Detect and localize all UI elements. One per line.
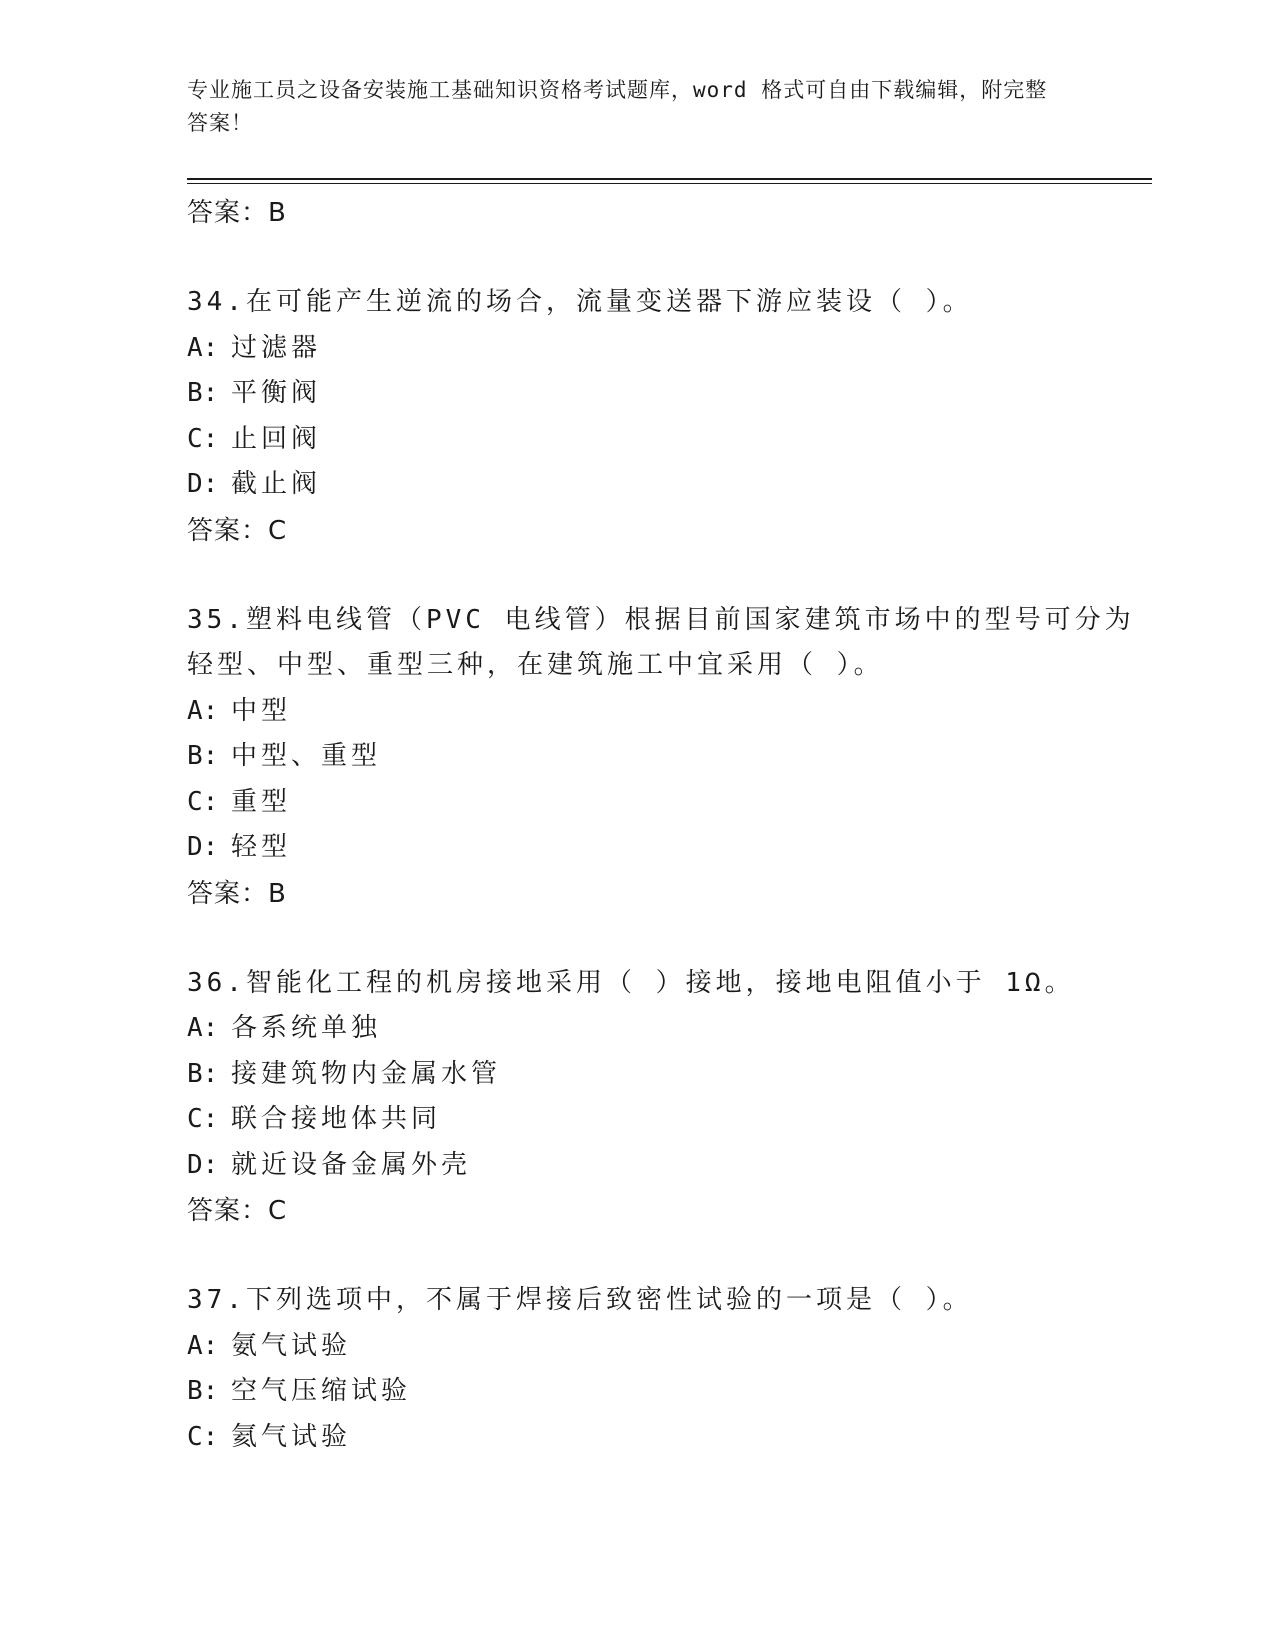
question-block	[187, 961, 1137, 1235]
option-text: 中型、重型	[231, 741, 382, 771]
option-text: 氦气试验	[231, 1421, 352, 1452]
question-list	[187, 190, 1137, 1460]
option-text: 氨气试验	[231, 1330, 352, 1361]
option-letter: B:	[187, 378, 219, 408]
option-item	[187, 1006, 1137, 1052]
spacer	[187, 236, 1137, 280]
question-text: 35.塑料电线管（PVC 电线管）根据目前国家建筑市场中的型号可分为	[187, 604, 1135, 635]
answer-line: 答案：C	[187, 1196, 288, 1226]
question-block	[187, 1278, 1137, 1460]
option-text: 截止阀	[231, 469, 322, 499]
option-letter: B:	[187, 741, 219, 771]
answer-line: 答案：B	[187, 878, 287, 909]
option-letter: A:	[187, 1013, 219, 1043]
option-item	[187, 1143, 1137, 1189]
question-text: 34.在可能产生逆流的场合，流量变送器下游应装设（ ）。	[187, 287, 973, 317]
option-item	[187, 734, 1137, 780]
header-divider-thin	[187, 183, 1152, 184]
option-text: 中型	[231, 695, 292, 726]
spacer	[187, 554, 1137, 598]
option-letter: D:	[187, 1149, 219, 1180]
option-item	[187, 417, 1137, 463]
question-block	[187, 598, 1137, 917]
option-item	[187, 825, 1137, 871]
option-letter: C:	[187, 1421, 219, 1452]
option-letter: C:	[187, 1104, 219, 1134]
answer-line: 答案：C	[187, 515, 288, 546]
option-item	[187, 326, 1137, 372]
option-text: 空气压缩试验	[231, 1376, 412, 1406]
option-text: 接建筑物内金属水管	[231, 1058, 502, 1089]
option-item	[187, 1369, 1137, 1415]
option-item	[187, 1097, 1137, 1143]
option-text: 各系统单独	[231, 1013, 382, 1043]
option-letter: C:	[187, 786, 219, 817]
option-letter: C:	[187, 423, 219, 454]
option-item	[187, 1415, 1137, 1461]
option-item	[187, 780, 1137, 826]
question-text: 36.智能化工程的机房接地采用（ ）接地，接地电阻值小于 1Ω。	[187, 967, 1075, 998]
option-item	[187, 371, 1137, 417]
question-block	[187, 280, 1137, 554]
option-item	[187, 689, 1137, 735]
option-letter: A:	[187, 332, 219, 363]
option-text: 止回阀	[231, 423, 322, 454]
option-text: 平衡阀	[231, 378, 322, 408]
option-item	[187, 462, 1137, 508]
spacer	[187, 917, 1137, 961]
answer-line: 答案：B	[187, 198, 287, 228]
option-text: 轻型	[231, 832, 292, 862]
question-text: 37.下列选项中，不属于焊接后致密性试验的一项是（ ）。	[187, 1285, 973, 1315]
header-divider-thick	[187, 178, 1152, 180]
option-letter: D:	[187, 832, 219, 862]
option-item	[187, 1052, 1137, 1098]
option-letter: D:	[187, 469, 219, 499]
option-letter: A:	[187, 695, 219, 726]
option-text: 过滤器	[231, 332, 322, 363]
question-text: 轻型、中型、重型三种，在建筑施工中宜采用（ ）。	[187, 650, 884, 680]
option-text: 重型	[231, 786, 292, 817]
option-item	[187, 1324, 1137, 1370]
option-letter: A:	[187, 1330, 219, 1361]
option-letter: B:	[187, 1376, 219, 1406]
page-header: 专业施工员之设备安装施工基础知识资格考试题库，word 格式可自由下载编辑，附完整答案！	[187, 78, 1048, 135]
option-text: 就近设备金属外壳	[231, 1149, 472, 1180]
option-text: 联合接地体共同	[231, 1104, 442, 1134]
option-letter: B:	[187, 1058, 219, 1089]
spacer	[187, 1234, 1137, 1278]
